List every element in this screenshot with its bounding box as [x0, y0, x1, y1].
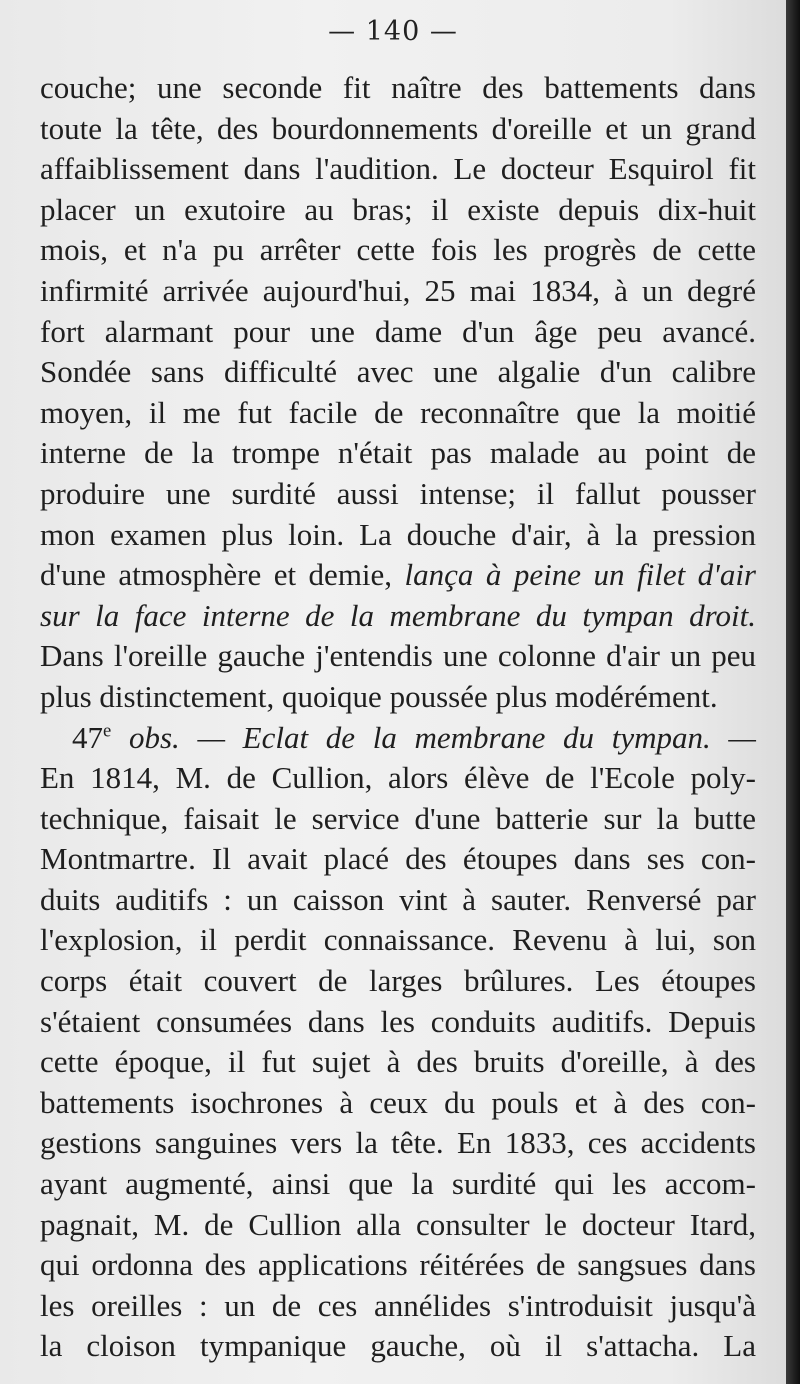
ordinal-superscript: e — [103, 720, 112, 742]
text-line: ayant augmenté, ainsi que la surdité qui les accom- — [40, 1166, 756, 1202]
text-line: s'étaient consumées dans les conduits auditifs. Depuis — [40, 1003, 756, 1039]
observation-heading — [40, 718, 756, 759]
text-line: l'explosion, il perdit connaissance. Revenu à lui, son — [40, 922, 756, 958]
text-line: plus distinctement, quoique poussée plus modérément. — [40, 678, 718, 714]
text-line — [40, 555, 756, 596]
text-line: mois, et n'a pu arrêter cette fois les progrès de cette — [40, 232, 756, 268]
text-line: les oreilles : un de ces annélides s'introduisit jusqu'à — [40, 1287, 756, 1323]
text-line: En 1814, M. de Cullion, alors élève de l'Ecole poly- — [40, 760, 756, 796]
text-line: pagnait, M. de Cullion alla consulter le docteur Itard, — [40, 1206, 756, 1242]
text-line: interne de la trompe n'était pas malade au point de — [40, 435, 756, 471]
body-text — [40, 68, 756, 1367]
text-line: gestions sanguines vers la tête. En 1833, ces accidents — [40, 1125, 756, 1161]
text-line: Sondée sans difficulté avec une algalie d'un calibre — [40, 354, 756, 390]
text-run: d'une atmosphère et demie, — [40, 557, 405, 593]
observation-title: — Eclat de la membrane du tympan. — — [179, 719, 756, 755]
text-line: Dans l'oreille gauche j'entendis une colonne d'air un peu — [40, 638, 756, 674]
page-number: — 140 — — [328, 16, 458, 47]
text-line: couche; une seconde fit naître des battements dans — [40, 70, 756, 105]
text-line: affaiblissement dans l'audition. Le docteur Esquirol fit — [40, 151, 756, 187]
text-line: battements isochrones à ceux du pouls et à des con- — [40, 1084, 756, 1120]
text-line: placer un exutoire au bras; il existe depuis dix-huit — [40, 191, 756, 227]
text-line: fort alarmant pour une dame d'un âge peu avancé. — [40, 313, 756, 349]
text-line: infirmité arrivée aujourd'hui, 25 mai 1834, à un degré — [40, 272, 756, 308]
italic-run: lança à peine un filet d'air — [404, 557, 756, 593]
text-line: produire une surdité aussi intense; il fallut pousser — [40, 475, 756, 511]
obs-abbreviation: obs. — [111, 719, 180, 755]
text-line: cette époque, il fut sujet à des bruits d'oreille, à des — [40, 1044, 756, 1080]
text-line: mon examen plus loin. La douche d'air, à la pression — [40, 516, 756, 552]
text-line: moyen, il me fut facile de reconnaître que la moitié — [40, 394, 756, 430]
text-line: toute la tête, des bourdonnements d'oreille et un grand — [40, 110, 756, 146]
text-line: technique, faisait le service d'une batterie sur la butte — [40, 800, 756, 836]
text-line: Montmartre. Il avait placé des étoupes dans ses con- — [40, 841, 756, 877]
text-line: duits auditifs : un caisson vint à sauter. Renversé par — [40, 881, 756, 917]
observation-number: 47 — [72, 719, 103, 755]
page-edge-shadow — [786, 0, 800, 1384]
text-line: la cloison tympanique gauche, où il s'attacha. La — [40, 1328, 756, 1364]
text-line: sur la face interne de la membrane du tympan droit. — [40, 597, 756, 633]
text-line: corps était couvert de larges brûlures. Les étoupes — [40, 963, 756, 999]
text-line: qui ordonna des applications réitérées de sangsues dans — [40, 1247, 756, 1283]
